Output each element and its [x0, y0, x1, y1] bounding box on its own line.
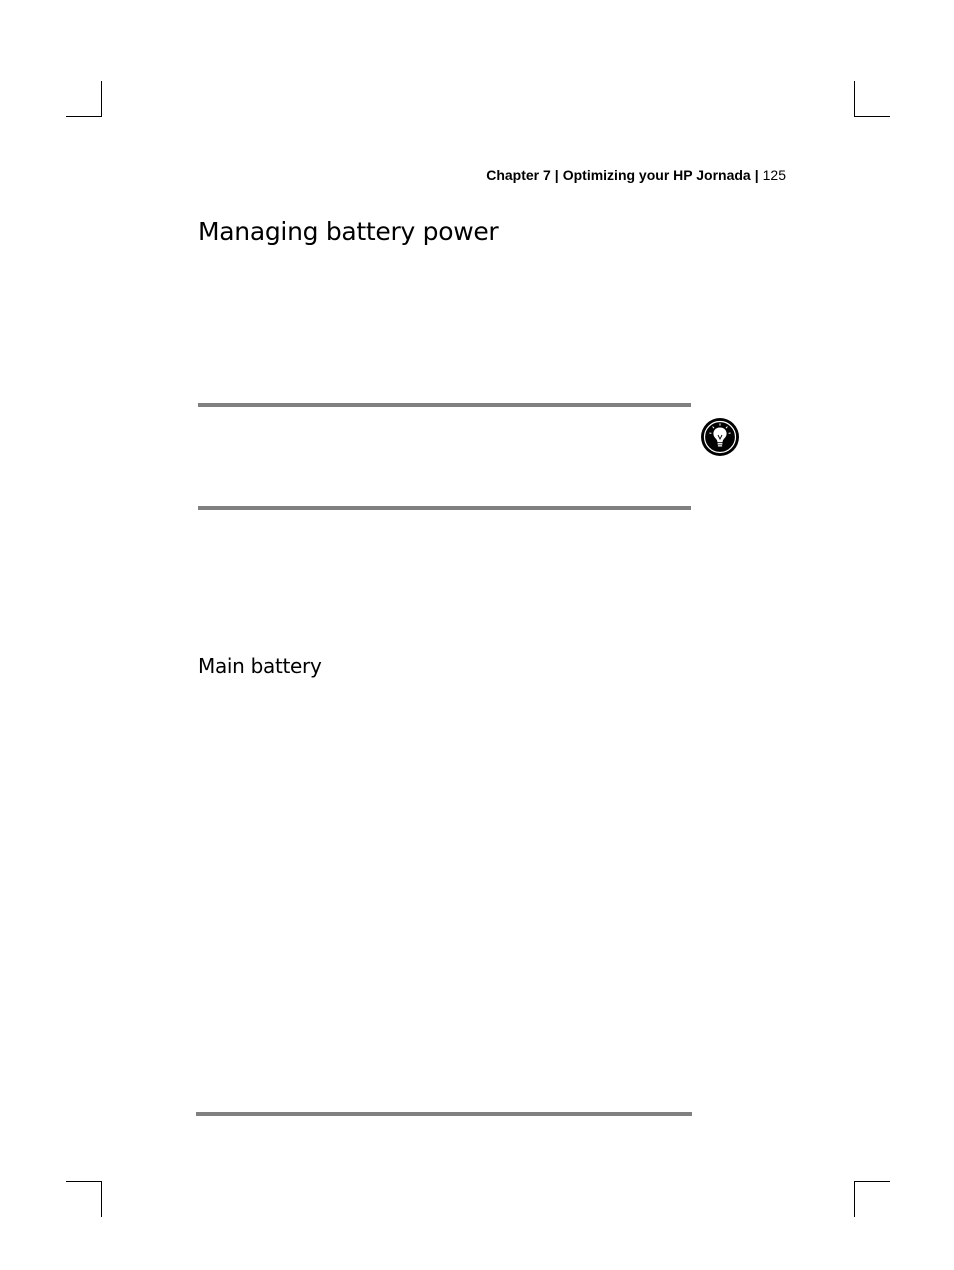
bottom-rule	[196, 1112, 692, 1116]
chapter-label: Chapter 7	[486, 167, 551, 183]
header-separator: |	[554, 167, 559, 183]
crop-mark-bottom-right-horizontal	[855, 1181, 890, 1182]
section-heading: Main battery	[198, 654, 322, 678]
crop-mark-bottom-left-horizontal	[66, 1181, 101, 1182]
running-header	[486, 166, 786, 184]
crop-mark-top-right-horizontal	[855, 116, 890, 117]
crop-mark-bottom-right-vertical	[854, 1181, 855, 1217]
lightbulb-tip-icon	[700, 417, 740, 457]
crop-mark-top-right-vertical	[854, 81, 855, 117]
tip-top-rule	[198, 403, 691, 407]
page-title: Managing battery power	[198, 217, 499, 246]
crop-mark-top-left-horizontal	[66, 116, 101, 117]
crop-mark-top-left-vertical	[101, 81, 102, 117]
tip-bottom-rule	[198, 506, 691, 510]
section-title: Optimizing your HP Jornada	[562, 167, 751, 183]
page-number: 125	[762, 167, 786, 183]
header-separator: |	[754, 167, 759, 183]
crop-mark-bottom-left-vertical	[101, 1181, 102, 1217]
